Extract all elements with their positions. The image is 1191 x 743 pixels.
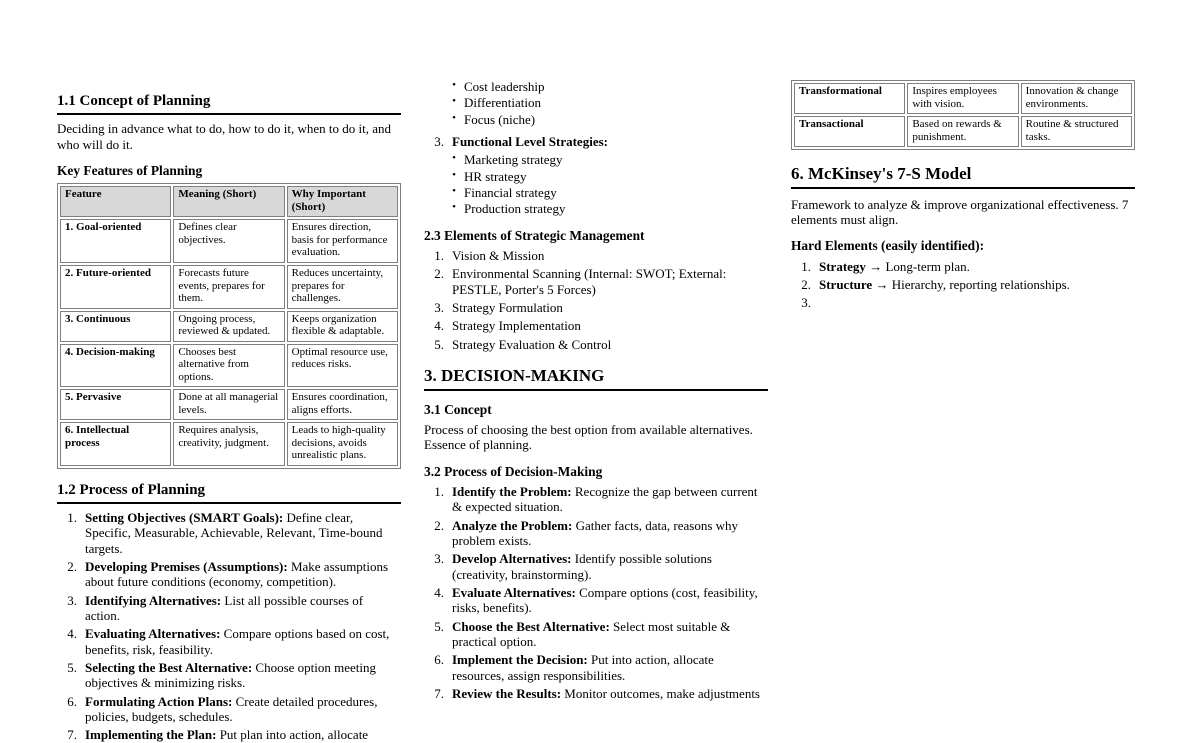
list-number: 2. (434, 266, 444, 282)
list-item-text: Choose the Best Alternative: Select most suitable & practical option. (452, 618, 731, 649)
list-item-text: Selecting the Best Alternative: Choose option meeting objectives & minimizing risks. (85, 660, 377, 691)
list-item-text (452, 134, 768, 149)
numbered-list-item (57, 626, 401, 657)
sub-bullet-list (424, 152, 768, 216)
table-cell: Forecasts future events, prepares for them. (173, 265, 284, 309)
list-number: 5. (434, 618, 444, 634)
list-item-text: Develop Alternatives: Identify possible solutions (creativity, brainstorming). (452, 551, 712, 582)
bullet-list-item (424, 185, 768, 200)
table-header-cell: Meaning (Short) (173, 186, 284, 217)
table-row (794, 116, 1132, 147)
list-item-text: Evaluate Alternatives: Compare options (cost, feasibility, risks, benefits). (452, 584, 758, 616)
table-cell: Innovation & change environments. (1021, 83, 1132, 114)
list-number: 3. (434, 133, 444, 149)
list-item-lead: Develop Alternatives: (452, 551, 572, 567)
subsection-heading: 3.1 Concept (424, 401, 492, 417)
bullet-list-item (424, 201, 768, 216)
subsection-heading: 3.2 Process of Decision-Making (424, 463, 603, 479)
table-row (60, 344, 398, 388)
table-cell: Defines clear objectives. (173, 219, 284, 263)
list-item-lead: Structure (819, 277, 873, 293)
list-item-lead: Functional Level Strategies: (452, 133, 608, 149)
list-number: 1. (67, 510, 77, 526)
list-item-text: Formulating Action Plans: Create detailed procedures, policies, budgets, schedules. (85, 693, 378, 725)
list-item-text: Developing Premises (Assumptions): Make assumptions about future conditions (economy, competition). (85, 559, 389, 590)
bullet-text: Production strategy (464, 201, 566, 217)
column-middle (424, 78, 768, 701)
data-table (57, 183, 401, 469)
numbered-list-item (424, 318, 768, 333)
list-number: 3. (434, 551, 444, 567)
numbered-list-item (424, 652, 768, 683)
bullet-icon: • (452, 201, 456, 214)
numbered-list-item (424, 686, 768, 701)
numbered-list-item (57, 510, 401, 556)
list-number: 7. (67, 727, 77, 743)
list-number: 7. (434, 685, 444, 701)
bullet-text: Differentiation (464, 95, 542, 111)
list-item-lead: Identifying Alternatives: (85, 592, 222, 608)
table-cell: Transformational (794, 83, 905, 114)
list-number: 3. (434, 300, 444, 316)
bullet-text: Cost leadership (464, 79, 545, 94)
section-heading: 1.1 Concept of Planning (57, 93, 401, 115)
table-cell: Transactional (794, 116, 905, 147)
list-item-lead: Identify the Problem: (452, 484, 572, 500)
column-right (791, 78, 1135, 626)
section-heading: 6. McKinsey's 7-S Model (791, 164, 1135, 189)
list-number: 6. (67, 693, 77, 709)
table-row (60, 311, 398, 342)
list-item-lead: Selecting the Best Alternative: (85, 660, 253, 676)
list-item-text: Strategy Implementation (452, 318, 581, 334)
table-cell: 2. Future-oriented (60, 265, 171, 309)
bullet-text: HR strategy (464, 168, 527, 184)
list-item-text: Evaluating Alternatives: Compare options based on cost, benefits, risk, feasibility. (85, 626, 390, 657)
list-item-text: Vision & Mission (452, 248, 545, 264)
table-row (60, 422, 398, 466)
list-number: 5. (434, 336, 444, 352)
table-cell: Ensures direction, basis for performance evaluation. (287, 219, 398, 263)
bullet-icon: • (452, 152, 456, 165)
list-item-text: Environmental Scanning (Internal: SWOT; External: PESTLE, Porter's 5 Forces) (452, 266, 727, 297)
paragraph: Deciding in advance what to do, how to do it, when to do it, and who will do it. (57, 121, 391, 152)
list-number: 1. (801, 258, 811, 274)
numbered-list-item (57, 694, 401, 725)
list-number: 3. (67, 592, 77, 608)
section-heading: 3. DECISION-MAKING (424, 366, 768, 391)
table-header-row (60, 186, 398, 217)
list-item-text: Analyze the Problem: Gather facts, data, reasons why problem exists. (452, 517, 739, 548)
table-cell: 1. Goal-oriented (60, 219, 171, 263)
bullet-icon: • (452, 111, 456, 124)
bullet-icon: • (452, 79, 456, 91)
table-cell: 6. Intellectual process (60, 422, 171, 466)
table-cell: Ensures coordination, aligns efforts. (287, 389, 398, 420)
numbered-list-item (424, 484, 768, 515)
numbered-list (424, 484, 768, 701)
table-cell: Reduces uncertainty, prepares for challenges. (287, 265, 398, 309)
numbered-list-item (424, 551, 768, 582)
list-item-text: Identifying Alternatives: List all possible courses of action. (85, 592, 364, 624)
bullet-icon: • (452, 168, 456, 181)
numbered-list (57, 510, 401, 743)
table-header-cell: Why Important (Short) (287, 186, 398, 217)
list-number: 2. (67, 559, 77, 575)
numbered-list-item (424, 134, 768, 149)
list-item-lead: Setting Objectives (SMART Goals): (85, 510, 284, 526)
numbered-list (791, 259, 1135, 311)
list-item-text: Review the Results: Monitor outcomes, make adjustments (452, 685, 760, 701)
column-left (57, 78, 401, 743)
list-item-text: Implementing the Plan: Put plan into action, allocate (85, 727, 369, 743)
numbered-list (424, 134, 768, 217)
table-cell: Inspires employees with vision. (907, 83, 1018, 114)
numbered-list-item (424, 300, 768, 315)
list-number: 1. (434, 484, 444, 500)
numbered-list-item (424, 585, 768, 616)
bullet-list-item (424, 152, 768, 167)
list-number: 5. (67, 660, 77, 676)
table-row (60, 389, 398, 420)
list-item-text: Implement the Decision: Put into action, allocate resources, assign responsibilities. (452, 652, 714, 683)
list-number: 4. (434, 318, 444, 334)
bullet-list-item (424, 169, 768, 184)
table-cell: 3. Continuous (60, 311, 171, 342)
table-cell: Routine & structured tasks. (1021, 116, 1132, 147)
table-cell: Based on rewards & punishment. (907, 116, 1018, 147)
bullet-icon: • (452, 184, 456, 197)
bullet-text: Marketing strategy (464, 152, 563, 168)
numbered-list-item (791, 277, 1135, 292)
list-item-text: Strategy Formulation (452, 300, 563, 316)
list-item-lead: Evaluating Alternatives: (85, 626, 221, 642)
list-item-lead: Implement the Decision: (452, 652, 588, 668)
subsection-heading: Hard Elements (easily identified): (791, 238, 985, 254)
numbered-list-item (424, 518, 768, 549)
table-row (794, 83, 1132, 114)
numbered-list-item (791, 259, 1135, 274)
list-number: 4. (434, 584, 444, 600)
paragraph: Framework to analyze & improve organizational effectiveness. 7 elements must align. (791, 196, 1129, 227)
list-item-text: Structure → Hierarchy, reporting relationships. (819, 277, 1070, 293)
list-item-lead: Review the Results: (452, 685, 562, 701)
table-header-cell: Feature (60, 186, 171, 217)
bullet-icon: • (452, 95, 456, 108)
list-item-text: Identify the Problem: Recognize the gap between current & expected situation. (452, 484, 758, 515)
bullet-list (424, 79, 768, 127)
list-number: 1. (434, 248, 444, 264)
list-item-text: Strategy Evaluation & Control (452, 336, 612, 352)
list-item-lead: Strategy (819, 258, 866, 274)
table-cell: Requires analysis, creativity, judgment. (173, 422, 284, 466)
list-item-text (819, 295, 1135, 310)
list-item-lead: Evaluate Alternatives: (452, 584, 576, 600)
numbered-list-item (424, 266, 768, 297)
table-cell: Leads to high-quality decisions, avoids unrealistic plans. (287, 422, 398, 466)
table-cell: 5. Pervasive (60, 389, 171, 420)
numbered-list-item (57, 660, 401, 691)
bullet-list-item (424, 79, 768, 94)
numbered-list-item (57, 593, 401, 624)
numbered-list-item (424, 619, 768, 650)
paragraph: Process of choosing the best option from available alternatives. Essence of planning. (424, 421, 753, 453)
subsection-heading: 2.3 Elements of Strategic Management (424, 227, 645, 243)
numbered-list-item (424, 337, 768, 352)
table-row (60, 265, 398, 309)
section-heading: 1.2 Process of Planning (57, 482, 401, 504)
list-number: 3. (801, 295, 811, 311)
list-item-text: Setting Objectives (SMART Goals): Define clear, Specific, Measurable, Achievable, Relevant, Time-bound targets. (85, 510, 383, 556)
table-cell: Done at all managerial levels. (173, 389, 284, 420)
list-item-lead: Formulating Action Plans: (85, 693, 233, 709)
numbered-list-item (57, 727, 401, 742)
bullet-text: Financial strategy (464, 184, 557, 200)
table-cell: Ongoing process, reviewed & updated. (173, 311, 284, 342)
list-item-lead: Analyze the Problem: (452, 517, 573, 533)
numbered-list-item (57, 559, 401, 590)
bullet-list-item (424, 112, 768, 127)
table-cell: Optimal resource use, reduces risks. (287, 344, 398, 388)
list-item-lead: Developing Premises (Assumptions): (85, 559, 288, 575)
list-number: 6. (434, 652, 444, 668)
list-item-lead: Choose the Best Alternative: (452, 618, 610, 634)
subsection-heading: Key Features of Planning (57, 162, 203, 178)
list-item-lead: Implementing the Plan: (85, 727, 217, 743)
list-number: 4. (67, 626, 77, 642)
table-cell: Keeps organization flexible & adaptable. (287, 311, 398, 342)
table-cell: Chooses best alternative from options. (173, 344, 284, 388)
numbered-list-item (791, 295, 1135, 310)
bullet-list-item (424, 95, 768, 110)
table-cell: 4. Decision-making (60, 344, 171, 388)
numbered-list (424, 248, 768, 352)
numbered-list-item (424, 248, 768, 263)
bullet-text: Focus (niche) (464, 111, 536, 127)
list-number: 2. (434, 517, 444, 533)
data-table (791, 80, 1135, 150)
list-item-text: Strategy → Long-term plan. (819, 258, 970, 274)
table-row (60, 219, 398, 263)
list-number: 2. (801, 277, 811, 293)
